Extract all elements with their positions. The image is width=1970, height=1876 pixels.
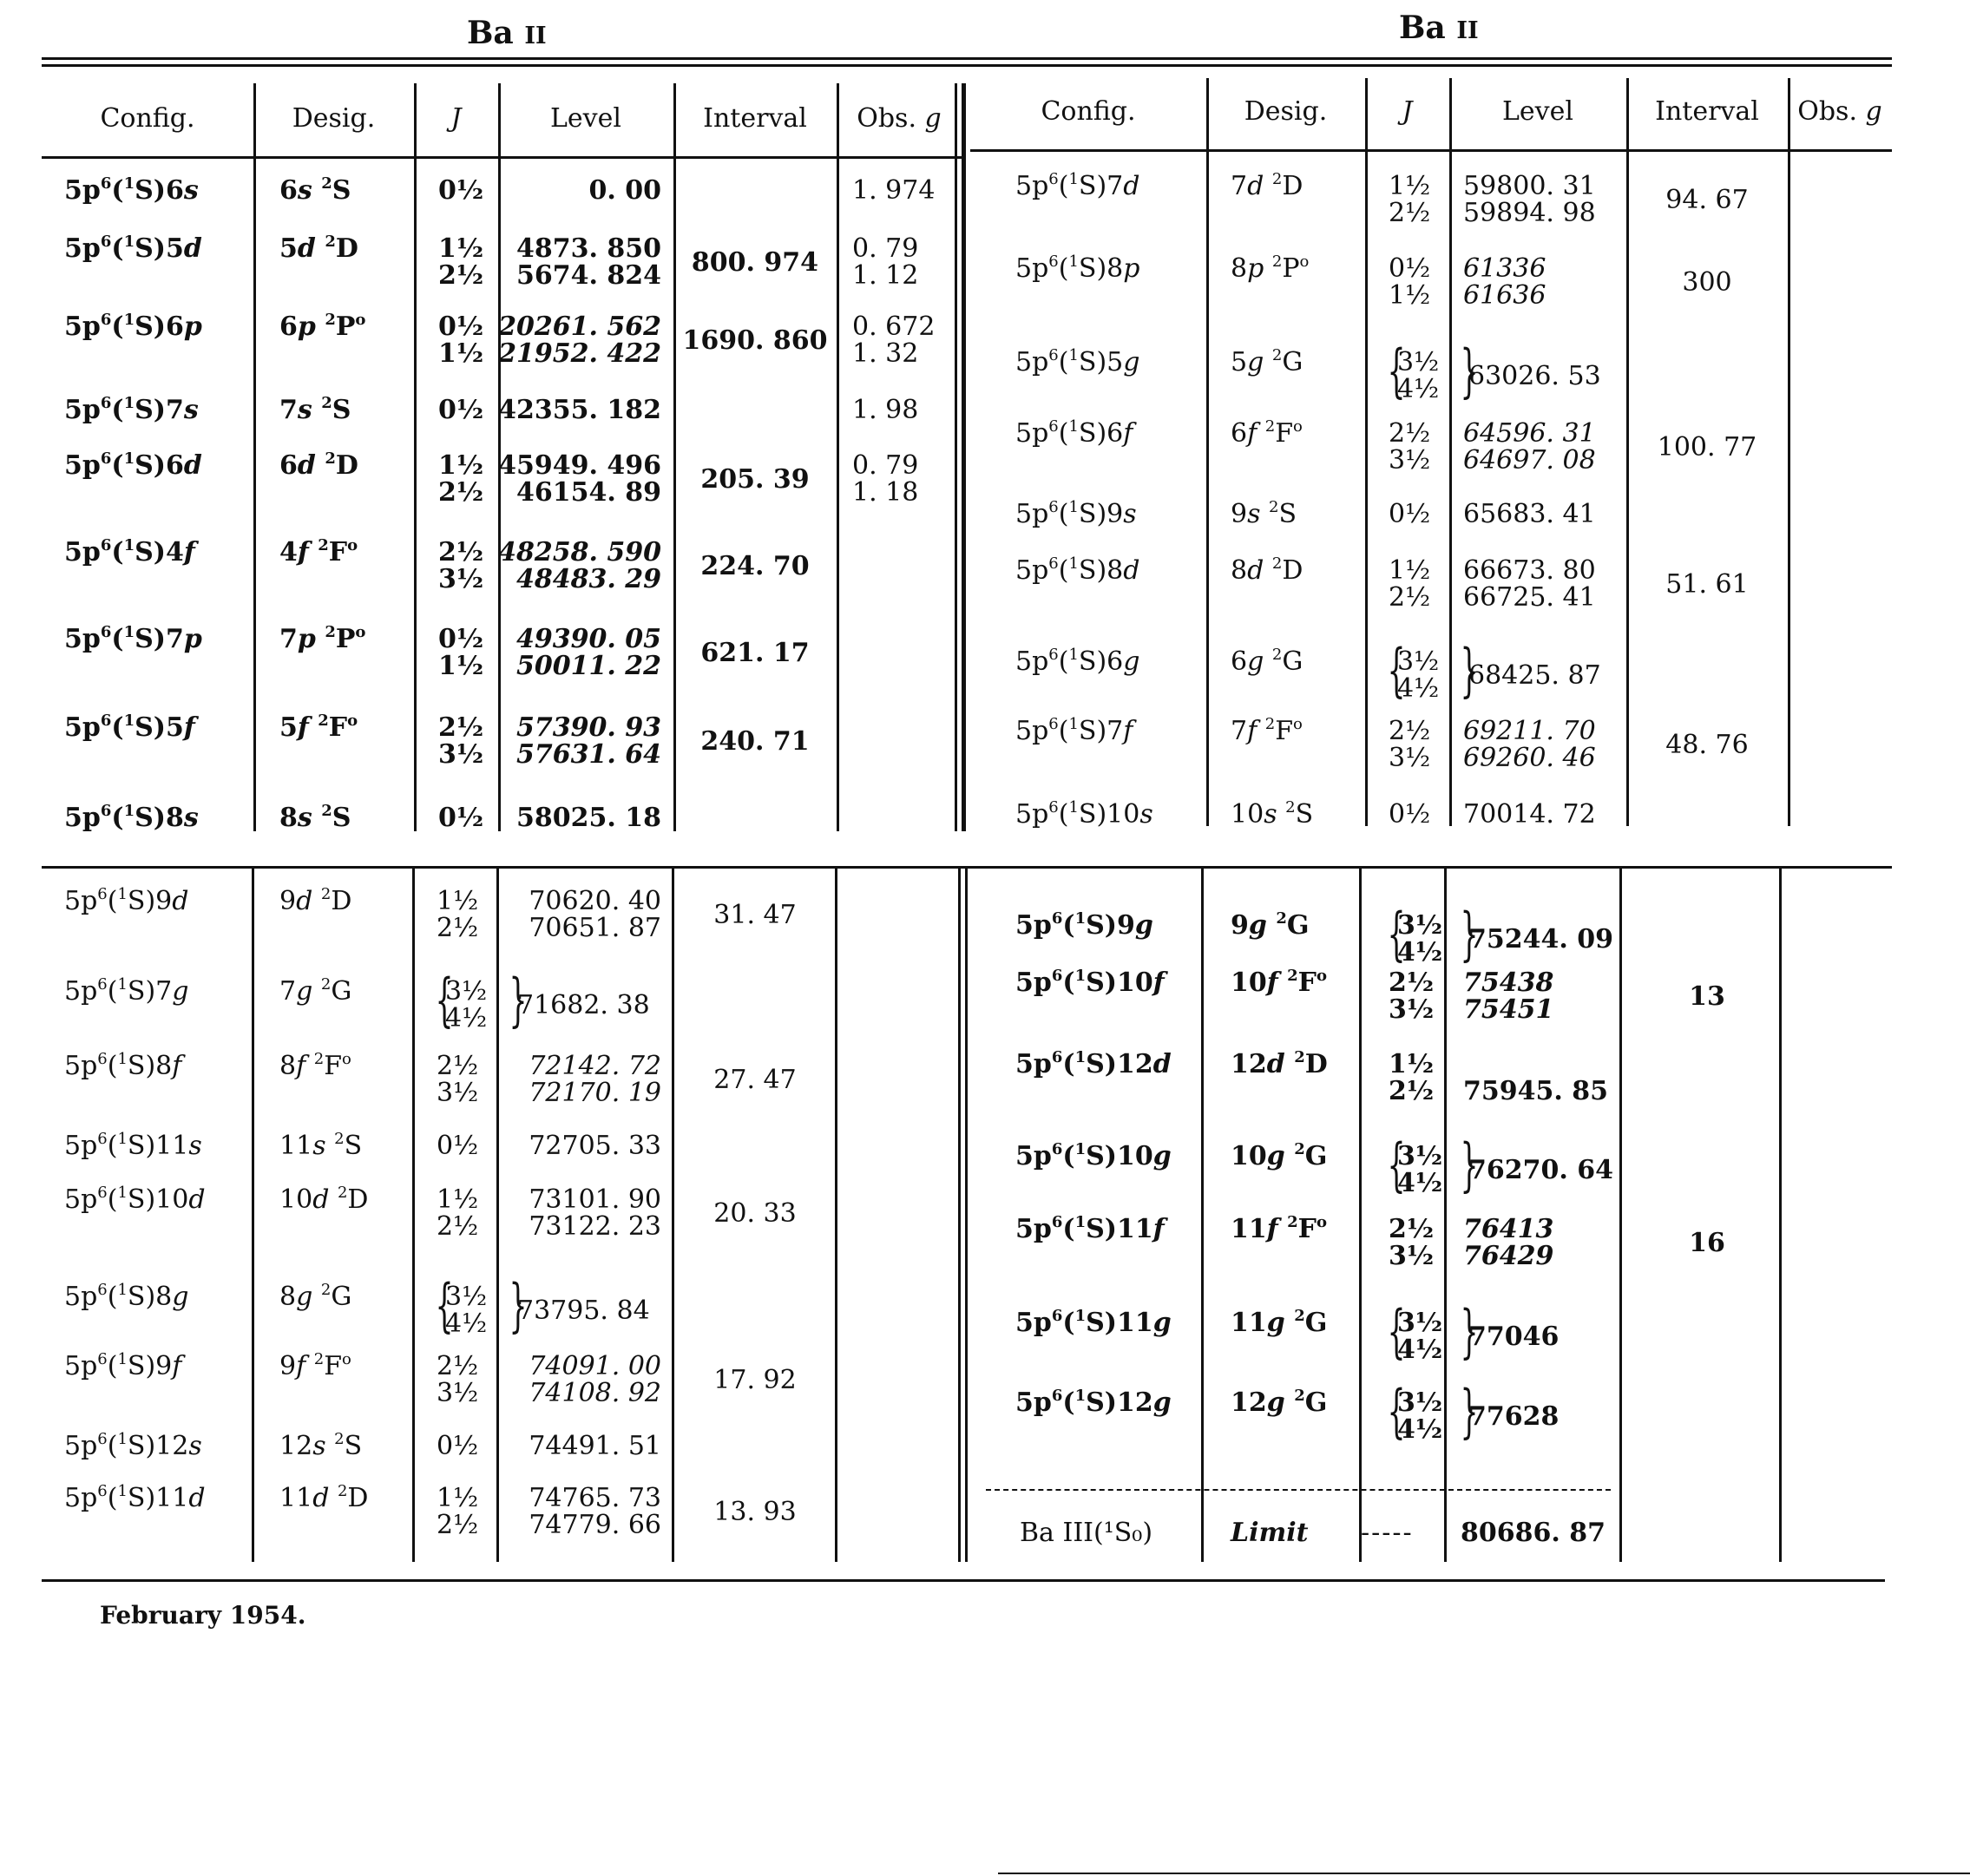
j-value: 3½: [1397, 646, 1440, 677]
brace-right: }: [1460, 1298, 1479, 1365]
designation-cell: 6g $^2$G: [1231, 646, 1303, 677]
interval-value: 94. 67: [1665, 184, 1749, 215]
top-rule-2: [42, 64, 1892, 67]
j-value: 3½: [445, 976, 488, 1007]
j-value: 0½: [437, 1431, 479, 1461]
designation-cell: 8s $^2$S: [279, 802, 351, 833]
config-cell: $5p^6(^1S)10f$: [1015, 967, 1165, 998]
designation-cell: 8g $^2$G: [279, 1281, 352, 1312]
brace-left: {: [1387, 901, 1406, 968]
config-cell: $5p^6(^1S)11f$: [1015, 1213, 1165, 1244]
designation-cell: 7f $^2F^o$: [1231, 715, 1303, 746]
interval-value: 51. 61: [1665, 568, 1749, 600]
header-config-right: Config.: [1041, 96, 1136, 127]
level-value: 50011. 22: [515, 651, 661, 681]
designation-cell: 10d $^2$D: [279, 1184, 369, 1215]
designation-cell: 6s $^2$S: [279, 174, 351, 206]
j-value: 2½: [437, 1510, 479, 1540]
header-j-left: J: [450, 103, 462, 134]
j-value: 2½: [438, 712, 484, 743]
brace-right: }: [1460, 637, 1479, 704]
j-value: 1½: [1389, 280, 1431, 311]
j-value: 2½: [437, 1351, 479, 1381]
level-value: 68425. 87: [1468, 659, 1601, 691]
level-value: 64697. 08: [1463, 445, 1596, 476]
brace-left: {: [1387, 1298, 1406, 1365]
designation-cell: 10s $^2$S: [1231, 798, 1314, 830]
level-value: 71682. 38: [517, 989, 650, 1020]
j-value: 3½: [1389, 445, 1431, 476]
col-rule-top-right-0: [1206, 78, 1209, 826]
level-value: 75438: [1463, 968, 1554, 998]
config-cell: $5p^6(^1S)6g$: [1015, 646, 1140, 677]
brace-right: }: [1460, 901, 1479, 968]
designation-cell: 7s $^2$S: [279, 394, 351, 425]
j-value: 0½: [438, 395, 484, 425]
j-value: 0½: [438, 624, 484, 654]
footnote: February 1954.: [100, 1601, 306, 1630]
col-rule-bottom-right-2: [1444, 868, 1447, 1562]
level-value: 70014. 72: [1463, 799, 1596, 830]
level-value: 49390. 05: [515, 624, 661, 654]
j-value: 1½: [438, 233, 484, 264]
level-value: 77046: [1468, 1321, 1560, 1352]
col-rule-bottom-left-2: [496, 868, 499, 1562]
j-value: 2½: [1389, 1214, 1435, 1244]
level-value: 72142. 72: [529, 1051, 661, 1081]
level-value: 77628: [1468, 1400, 1560, 1432]
title-left-element: Ba: [467, 15, 514, 51]
header-desig-right: Desig.: [1244, 96, 1328, 127]
config-cell: $5p^6(^1S)5d$: [64, 233, 202, 264]
level-value: 48258. 590: [498, 537, 661, 567]
brace-left: {: [1387, 637, 1406, 704]
title-right: [1399, 10, 1479, 46]
j-value: 1½: [437, 886, 479, 916]
j-value: 2½: [438, 477, 484, 508]
interval-value: 621. 17: [700, 637, 810, 668]
config-cell: $5p^6(^1S)6p$: [64, 311, 202, 342]
interval-value: 13: [1689, 981, 1725, 1012]
interval-value: 300: [1682, 266, 1732, 298]
level-value: 74091. 00: [529, 1351, 661, 1381]
brace-right: }: [509, 967, 528, 1033]
j-value: 1½: [1389, 555, 1431, 586]
col-rule-bottom-right-1: [1359, 868, 1362, 1562]
designation-cell: 5f $^2F^o$: [279, 712, 358, 743]
interval-value: 100. 77: [1657, 431, 1757, 462]
j-value: 3½: [438, 564, 484, 594]
designation-cell: 6d $^2$D: [279, 449, 358, 481]
level-value: 63026. 53: [1468, 360, 1601, 391]
interval-value: 16: [1689, 1227, 1725, 1258]
interval-value: 27. 47: [713, 1064, 797, 1095]
brace-left: {: [435, 1272, 454, 1339]
interval-value: 20. 33: [713, 1197, 797, 1229]
j-value: 0½: [1389, 799, 1431, 830]
level-value: 48483. 29: [515, 564, 661, 594]
designation-cell: 12g $^2$G: [1231, 1387, 1328, 1418]
level-value: 58025. 18: [515, 803, 661, 833]
j-value: 1½: [438, 450, 484, 481]
config-cell: $5p^6(^1S)9s$: [1015, 498, 1137, 529]
col-rule-top-left-0: [253, 83, 256, 831]
config-cell: $5p^6(^1S)5f$: [64, 712, 195, 743]
designation-cell: 11s $^2$S: [279, 1130, 363, 1161]
col-rule-top-left-3: [673, 83, 676, 831]
interval-value: 205. 39: [700, 463, 810, 495]
obs-g-value: 1. 12: [852, 260, 919, 291]
obs-g-value: 1. 974: [852, 175, 936, 206]
j-value: 3½: [1397, 1387, 1443, 1418]
level-value: 57390. 93: [515, 712, 661, 743]
level-value: 74108. 92: [529, 1378, 661, 1408]
header-config-left: Config.: [100, 103, 195, 134]
level-value: 75451: [1463, 994, 1554, 1025]
level-value: 5674. 824: [515, 260, 661, 291]
header-rule-right: [970, 149, 1892, 152]
designation-cell: 6f $^2F^o$: [1231, 417, 1303, 449]
j-value: 1½: [437, 1483, 479, 1513]
brace-left: {: [435, 967, 454, 1033]
interval-value: 17. 92: [713, 1364, 797, 1395]
level-value: 20261. 562: [498, 312, 661, 342]
brace-left: {: [1387, 1378, 1406, 1445]
config-cell: $5p^6(^1S)10s$: [1015, 798, 1153, 830]
config-cell: $5p^6(^1S)8d$: [1015, 554, 1140, 586]
config-cell: $5p^6(^1S)7f$: [1015, 715, 1133, 746]
level-value: 74491. 51: [529, 1431, 661, 1461]
level-value: 70620. 40: [529, 886, 661, 916]
interval-value: 13. 93: [713, 1496, 797, 1527]
col-rule-top-right-1: [1365, 78, 1368, 826]
j-value: 1½: [437, 1184, 479, 1215]
limit-config: Ba III(¹S₀): [1020, 1518, 1153, 1548]
header-desig-left: Desig.: [292, 103, 376, 134]
j-value: 3½: [445, 1282, 488, 1312]
limit-desig: Limit: [1231, 1518, 1309, 1548]
level-value: 42355. 182: [498, 395, 661, 425]
limit-j: -----: [1361, 1518, 1414, 1548]
level-value: 76270. 64: [1468, 1154, 1614, 1185]
designation-cell: 4f $^2F^o$: [279, 536, 358, 567]
bottom-rule: [42, 1579, 1885, 1582]
j-value: 4½: [1397, 937, 1443, 968]
config-cell: $5p^6(^1S)7d$: [1015, 170, 1140, 201]
header-j-right: J: [1402, 96, 1413, 127]
double-rule-top-2: [963, 83, 966, 831]
level-value: 69211. 70: [1463, 716, 1596, 746]
designation-cell: 8d $^2$D: [1231, 554, 1303, 586]
interval-value: 48. 76: [1665, 729, 1749, 760]
header-obsg-left: Obs. g: [857, 103, 942, 134]
designation-cell: 10g $^2$G: [1231, 1140, 1328, 1171]
j-value: 0½: [1389, 499, 1431, 529]
config-cell: $5p^6(^1S)7p$: [64, 623, 202, 654]
j-value: 3½: [1389, 743, 1431, 773]
brace-right: }: [1460, 338, 1479, 404]
level-value: 75945. 85: [1463, 1076, 1609, 1106]
j-value: 0½: [438, 312, 484, 342]
interval-value: 31. 47: [713, 899, 797, 930]
col-rule-top-left-1: [414, 83, 417, 831]
interval-value: 1690. 860: [682, 325, 828, 356]
config-cell: $5p^6(^1S)8f$: [64, 1050, 182, 1081]
j-value: 0½: [1389, 253, 1431, 284]
j-value: 2½: [1389, 968, 1435, 998]
j-value: 3½: [437, 1078, 479, 1108]
designation-cell: 11d $^2$D: [279, 1482, 369, 1513]
col-rule-bottom-right-3: [1619, 868, 1622, 1562]
j-value: 4½: [1397, 1168, 1443, 1198]
j-value: 3½: [1397, 1141, 1443, 1171]
level-value: 59800. 31: [1463, 171, 1596, 201]
config-cell: $5p^6(^1S)12d$: [1015, 1048, 1172, 1079]
config-cell: $5p^6(^1S)6d$: [64, 449, 202, 481]
level-value: 61636: [1463, 280, 1546, 311]
designation-cell: 9d $^2$D: [279, 885, 352, 916]
page-footer-rule: [998, 1873, 1970, 1874]
level-value: 0. 00: [588, 175, 661, 206]
header-rule-left: [42, 156, 962, 159]
col-rule-bottom-left-1: [412, 868, 415, 1562]
title-right-ion: II: [1456, 17, 1479, 44]
j-value: 2½: [1389, 1076, 1435, 1106]
limit-level: 80686. 87: [1461, 1518, 1606, 1548]
level-value: 76413: [1463, 1214, 1554, 1244]
double-rule-bottom-1: [965, 868, 968, 1562]
j-value: 3½: [438, 739, 484, 770]
j-value: 4½: [1397, 1414, 1443, 1445]
designation-cell: 7g $^2$G: [279, 975, 352, 1007]
brace-right: }: [1460, 1378, 1479, 1445]
config-cell: $5p^6(^1S)8p$: [1015, 253, 1140, 284]
level-value: 75244. 09: [1468, 923, 1614, 954]
col-rule-top-left-4: [837, 83, 839, 831]
level-value: 74779. 66: [529, 1510, 661, 1540]
limit-dashed-rule: [986, 1489, 1611, 1491]
config-cell: $5p^6(^1S)9g$: [1015, 909, 1153, 941]
config-cell: $5p^6(^1S)7g$: [64, 975, 189, 1007]
config-cell: $5p^6(^1S)5g$: [1015, 346, 1140, 377]
designation-cell: 8f $^2F^o$: [279, 1050, 351, 1081]
j-value: 1½: [1389, 171, 1431, 201]
config-cell: $5p^6(^1S)4f$: [64, 536, 195, 567]
level-value: 64596. 31: [1463, 418, 1596, 449]
col-rule-bottom-right-0: [1201, 868, 1204, 1562]
brace-right: }: [509, 1272, 528, 1339]
designation-cell: 9f $^2F^o$: [279, 1350, 351, 1381]
obs-g-value: 0. 672: [852, 312, 936, 342]
level-value: 76429: [1463, 1241, 1554, 1271]
designation-cell: 7p $^2P^o$: [279, 623, 366, 654]
config-cell: $5p^6(^1S)11d$: [64, 1482, 206, 1513]
obs-g-value: 0. 79: [852, 450, 919, 481]
col-rule-bottom-left-0: [252, 868, 254, 1562]
j-value: 2½: [438, 260, 484, 291]
config-cell: $5p^6(^1S)9d$: [64, 885, 189, 916]
j-value: 3½: [1397, 1308, 1443, 1338]
j-value: 0½: [437, 1131, 479, 1161]
interval-value: 800. 974: [691, 246, 819, 278]
level-value: 4873. 850: [515, 233, 661, 264]
level-value: 65683. 41: [1463, 499, 1596, 529]
header-level-left: Level: [550, 103, 621, 134]
title-left-ion: II: [524, 23, 547, 49]
title-left: [467, 17, 547, 49]
designation-cell: 7d $^2$D: [1231, 170, 1303, 201]
j-value: 1½: [1389, 1049, 1435, 1079]
double-rule-top-0: [955, 83, 957, 831]
j-value: 0½: [438, 803, 484, 833]
level-value: 73101. 90: [529, 1184, 661, 1215]
brace-left: {: [1387, 1132, 1406, 1198]
interval-value: 224. 70: [700, 550, 810, 581]
obs-g-value: 1. 18: [852, 477, 919, 508]
config-cell: $5p^6(^1S)12g$: [1015, 1387, 1172, 1418]
j-value: 2½: [1389, 198, 1431, 228]
j-value: 1½: [438, 651, 484, 681]
level-value: 66673. 80: [1463, 555, 1596, 586]
j-value: 2½: [437, 1051, 479, 1081]
header-obsg-right: Obs. g: [1797, 96, 1882, 127]
level-value: 74765. 73: [529, 1483, 661, 1513]
col-rule-top-right-2: [1449, 78, 1452, 826]
j-value: 4½: [445, 1309, 488, 1339]
j-value: 4½: [1397, 374, 1440, 404]
designation-cell: 12s $^2$S: [279, 1430, 363, 1461]
config-cell: $5p^6(^1S)11g$: [1015, 1307, 1172, 1338]
j-value: 0½: [438, 175, 484, 206]
config-cell: $5p^6(^1S)8s$: [64, 802, 199, 833]
config-cell: $5p^6(^1S)6f$: [1015, 417, 1133, 449]
level-value: 73795. 84: [517, 1295, 650, 1326]
j-value: 3½: [1397, 347, 1440, 377]
col-rule-bottom-right-4: [1779, 868, 1782, 1562]
obs-g-value: 1. 98: [852, 395, 919, 425]
obs-g-value: 1. 32: [852, 338, 919, 369]
config-cell: $5p^6(^1S)6s$: [64, 174, 199, 206]
title-right-element: Ba: [1399, 10, 1446, 46]
header-level-right: Level: [1502, 96, 1573, 127]
config-cell: $5p^6(^1S)9f$: [64, 1350, 182, 1381]
level-value: 66725. 41: [1463, 582, 1596, 613]
j-value: 4½: [445, 1003, 488, 1033]
config-cell: $5p^6(^1S)11s$: [64, 1130, 202, 1161]
level-value: 72705. 33: [529, 1131, 661, 1161]
config-cell: $5p^6(^1S)12s$: [64, 1430, 202, 1461]
designation-cell: 10f $^2F^o$: [1231, 967, 1327, 998]
j-value: 4½: [1397, 673, 1440, 704]
level-value: 45949. 496: [498, 450, 661, 481]
j-value: 2½: [1389, 418, 1431, 449]
j-value: 1½: [438, 338, 484, 369]
designation-cell: 9s $^2$S: [1231, 498, 1297, 529]
j-value: 3½: [1389, 1241, 1435, 1271]
config-cell: $5p^6(^1S)7s$: [64, 394, 199, 425]
j-value: 3½: [1397, 910, 1443, 941]
header-interval-left: Interval: [703, 103, 807, 134]
interval-value: 240. 71: [700, 725, 810, 757]
level-value: 21952. 422: [498, 338, 661, 369]
designation-cell: 6p $^2P^o$: [279, 311, 366, 342]
designation-cell: 5d $^2$D: [279, 233, 358, 264]
level-value: 72170. 19: [529, 1078, 661, 1108]
j-value: 2½: [437, 913, 479, 943]
obs-g-value: 0. 79: [852, 233, 919, 264]
level-value: 57631. 64: [515, 739, 661, 770]
designation-cell: 9g $^2$G: [1231, 909, 1310, 941]
double-rule-bottom-0: [958, 868, 961, 1562]
config-cell: $5p^6(^1S)10g$: [1015, 1140, 1172, 1171]
col-rule-top-right-4: [1788, 78, 1790, 826]
j-value: 4½: [1397, 1335, 1443, 1365]
designation-cell: 11f $^2F^o$: [1231, 1213, 1327, 1244]
brace-right: }: [1460, 1132, 1479, 1198]
j-value: 2½: [1389, 716, 1431, 746]
j-value: 2½: [437, 1211, 479, 1242]
j-value: 3½: [437, 1378, 479, 1408]
header-interval-right: Interval: [1655, 96, 1759, 127]
designation-cell: 8p $^2P^o$: [1231, 253, 1310, 284]
level-value: 59894. 98: [1463, 198, 1596, 228]
designation-cell: 11g $^2$G: [1231, 1307, 1328, 1338]
top-rule-1: [42, 57, 1892, 60]
level-value: 69260. 46: [1463, 743, 1596, 773]
level-value: 46154. 89: [515, 477, 661, 508]
level-value: 61336: [1463, 253, 1546, 284]
config-cell: $5p^6(^1S)10d$: [64, 1184, 206, 1215]
level-value: 73122. 23: [529, 1211, 661, 1242]
j-value: 2½: [1389, 582, 1431, 613]
level-value: 70651. 87: [529, 913, 661, 943]
designation-cell: 5g $^2$G: [1231, 346, 1303, 377]
brace-left: {: [1387, 338, 1406, 404]
designation-cell: 12d $^2$D: [1231, 1048, 1328, 1079]
j-value: 3½: [1389, 994, 1435, 1025]
j-value: 2½: [438, 537, 484, 567]
config-cell: $5p^6(^1S)8g$: [64, 1281, 189, 1312]
